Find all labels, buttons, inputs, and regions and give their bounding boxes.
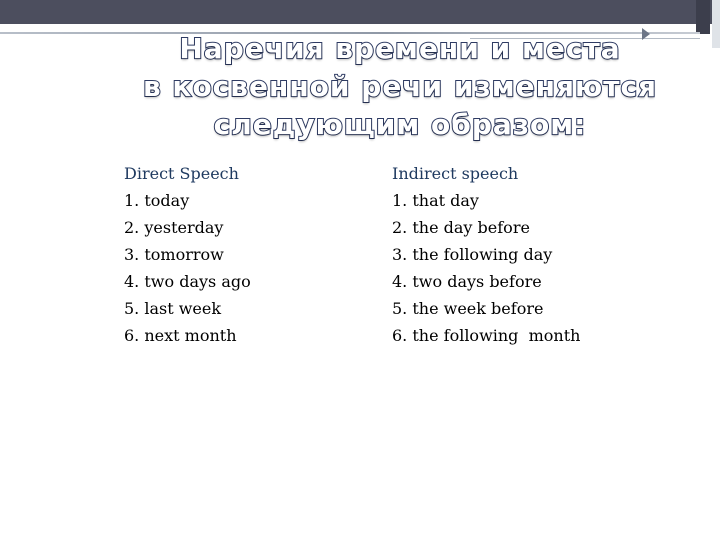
list-item: 5. last week — [124, 299, 222, 318]
direct-speech-heading: Direct Speech — [124, 164, 239, 183]
indirect-speech-heading: Indirect speech — [392, 164, 519, 183]
list-item: 3. tomorrow — [124, 245, 224, 264]
list-item: 1. today — [124, 191, 190, 210]
top-bar-accent — [696, 0, 710, 34]
list-item: 4. two days ago — [124, 272, 251, 291]
top-bar — [0, 0, 720, 24]
list-item: 6. next month — [124, 326, 237, 345]
top-bar-accent-light — [712, 0, 720, 48]
title-line-2: в косвенной речи изменяются — [142, 70, 658, 103]
list-item: 5. the week before — [392, 299, 544, 318]
list-item: 2. yesterday — [124, 218, 224, 237]
list-item: 2. the day before — [392, 218, 530, 237]
list-item: 6. the following month — [392, 326, 581, 345]
title-line-3: следующим образом: — [213, 108, 587, 141]
title-line-1: Наречия времени и места — [179, 32, 621, 65]
list-item: 4. two days before — [392, 272, 542, 291]
slide-title — [120, 30, 680, 144]
list-item: 1. that day — [392, 191, 479, 210]
list-item: 3. the following day — [392, 245, 553, 264]
indirect-speech-column — [392, 160, 580, 349]
direct-speech-column — [124, 160, 251, 349]
